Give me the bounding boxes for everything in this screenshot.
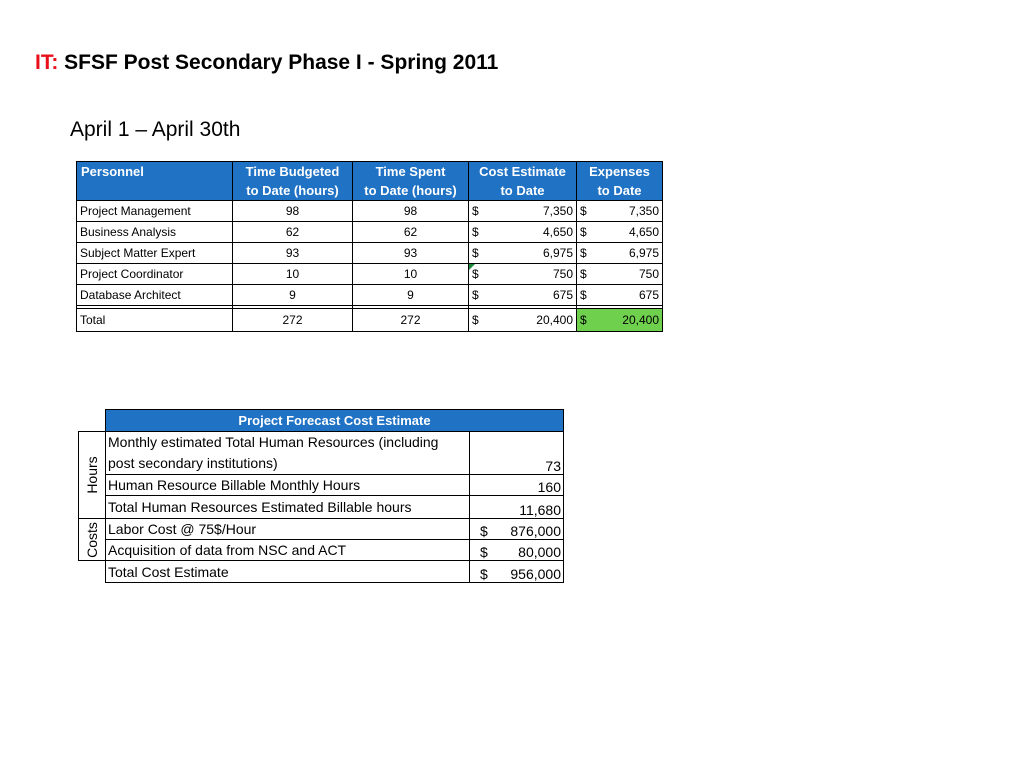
total-expenses <box>577 309 663 332</box>
cost-value: 750 <box>552 267 573 281</box>
role-cell: Project Coordinator <box>77 264 233 285</box>
cost-cell <box>469 264 577 285</box>
currency-symbol: $ <box>472 204 479 218</box>
table-row <box>77 243 663 264</box>
currency-symbol: $ <box>580 267 587 281</box>
expenses-value: 6,975 <box>628 246 659 260</box>
cost-cell <box>469 201 577 222</box>
currency-symbol: $ <box>580 288 587 302</box>
spent-cell: 9 <box>353 285 469 306</box>
currency-symbol: $ <box>472 267 479 281</box>
budgeted-cell: 10 <box>233 264 353 285</box>
date-range-subtitle: April 1 – April 30th <box>70 118 241 141</box>
header-line: to Date (hours) <box>364 183 457 198</box>
currency-symbol: $ <box>580 313 587 327</box>
header-line: Cost Estimate <box>479 164 566 179</box>
forecast-header-row <box>79 410 564 432</box>
header-expenses <box>577 162 663 201</box>
blank-cell <box>79 561 106 583</box>
forecast-desc: Acquisition of data from NSC and ACT <box>106 540 470 561</box>
table-row <box>79 540 564 561</box>
forecast-table <box>78 409 564 583</box>
forecast-desc: Monthly estimated Total Human Resources (including post secondary institutions) <box>106 432 470 475</box>
cost-value: 4,650 <box>542 225 573 239</box>
currency-symbol: $ <box>580 204 587 218</box>
expenses-value: 675 <box>638 288 659 302</box>
expenses-cell <box>577 285 663 306</box>
currency-symbol: $ <box>472 225 479 239</box>
budgeted-cell: 93 <box>233 243 353 264</box>
costs-group-label <box>79 519 106 561</box>
header-line: to Date (hours) <box>246 183 339 198</box>
header-line: to Date <box>597 183 642 198</box>
cost-cell <box>469 222 577 243</box>
total-expenses-value: 20,400 <box>622 313 659 327</box>
forecast-desc: Total Cost Estimate <box>106 561 470 583</box>
spent-cell: 98 <box>353 201 469 222</box>
expenses-cell <box>577 222 663 243</box>
cost-value: 6,975 <box>542 246 573 260</box>
role-cell: Database Architect <box>77 285 233 306</box>
role-cell: Project Management <box>77 201 233 222</box>
table-row <box>79 432 564 475</box>
blank-cell <box>79 410 106 432</box>
cost-cell <box>469 243 577 264</box>
header-personnel: Personnel <box>77 162 233 201</box>
forecast-amount: 956,000 <box>510 566 561 582</box>
spent-cell: 62 <box>353 222 469 243</box>
expenses-cell <box>577 264 663 285</box>
currency-symbol: $ <box>472 288 479 302</box>
table-row <box>77 285 663 306</box>
personnel-table <box>76 161 663 332</box>
expenses-value: 7,350 <box>628 204 659 218</box>
header-line: Time Spent <box>375 164 446 179</box>
forecast-value: 11,680 <box>470 496 564 519</box>
table-row <box>79 496 564 519</box>
expenses-value: 750 <box>638 267 659 281</box>
currency-symbol: $ <box>580 246 587 260</box>
table-row <box>77 264 663 285</box>
currency-symbol: $ <box>480 566 488 582</box>
budgeted-cell: 9 <box>233 285 353 306</box>
expenses-cell <box>577 243 663 264</box>
currency-symbol: $ <box>580 225 587 239</box>
budgeted-cell: 98 <box>233 201 353 222</box>
page-title <box>35 51 498 75</box>
total-budgeted: 272 <box>233 309 353 332</box>
budgeted-cell: 62 <box>233 222 353 243</box>
forecast-amount: 80,000 <box>518 544 561 560</box>
total-cost <box>469 309 577 332</box>
table-row <box>77 222 663 243</box>
forecast-value: 73 <box>470 432 564 475</box>
expenses-value: 4,650 <box>628 225 659 239</box>
header-line: Time Budgeted <box>245 164 340 179</box>
forecast-desc: Total Human Resources Estimated Billable hours <box>106 496 470 519</box>
forecast-value: 160 <box>470 475 564 496</box>
header-time-budgeted <box>233 162 353 201</box>
cost-cell <box>469 285 577 306</box>
forecast-header: Project Forecast Cost Estimate <box>106 410 564 432</box>
spent-cell: 93 <box>353 243 469 264</box>
table-row <box>79 519 564 540</box>
forecast-desc: Human Resource Billable Monthly Hours <box>106 475 470 496</box>
forecast-amount: 876,000 <box>510 523 561 539</box>
total-row <box>79 561 564 583</box>
personnel-table-header <box>77 162 663 201</box>
role-cell: Subject Matter Expert <box>77 243 233 264</box>
role-cell: Business Analysis <box>77 222 233 243</box>
hours-label: Hours <box>84 456 100 494</box>
forecast-value <box>470 540 564 561</box>
header-line: to Date <box>500 183 545 198</box>
forecast-value <box>470 561 564 583</box>
cost-value: 7,350 <box>542 204 573 218</box>
total-row <box>77 309 663 332</box>
title-text: SFSF Post Secondary Phase I - Spring 2011 <box>64 51 499 74</box>
forecast-value <box>470 519 564 540</box>
currency-symbol: $ <box>472 246 479 260</box>
forecast-desc: Labor Cost @ 75$/Hour <box>106 519 470 540</box>
cost-value: 675 <box>552 288 573 302</box>
total-cost-value: 20,400 <box>536 313 573 327</box>
hours-group-label <box>79 432 106 519</box>
expenses-cell <box>577 201 663 222</box>
total-spent: 272 <box>353 309 469 332</box>
currency-symbol: $ <box>480 523 488 539</box>
header-line: Expenses <box>589 164 650 179</box>
table-row <box>77 201 663 222</box>
currency-symbol: $ <box>472 313 479 327</box>
table-row <box>79 475 564 496</box>
costs-label: Costs <box>84 521 100 558</box>
spent-cell: 10 <box>353 264 469 285</box>
header-time-spent <box>353 162 469 201</box>
title-prefix: IT: <box>35 51 59 74</box>
header-cost-estimate <box>469 162 577 201</box>
currency-symbol: $ <box>480 544 488 560</box>
total-label: Total <box>77 309 233 332</box>
